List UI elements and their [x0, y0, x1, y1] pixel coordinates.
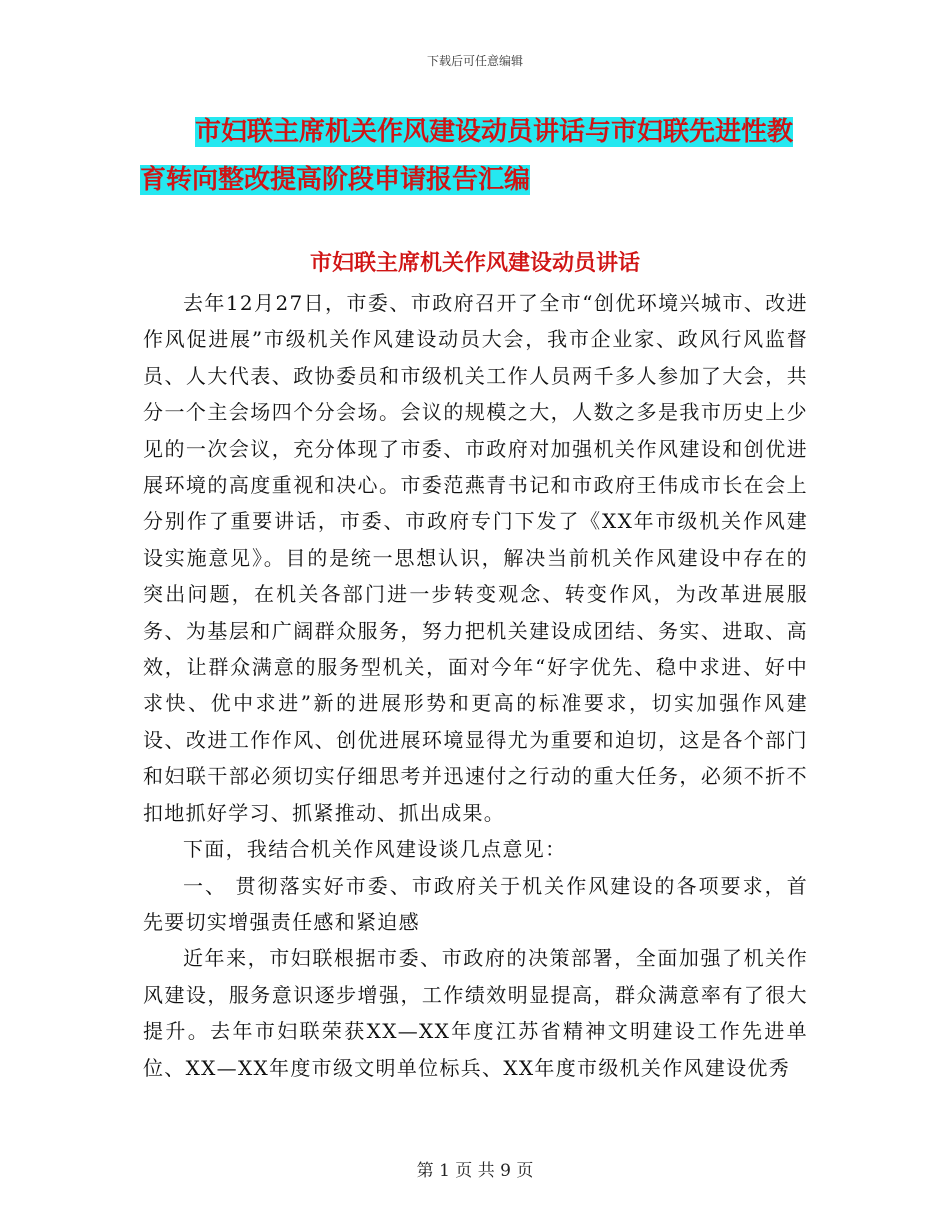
paragraph: 近年来，市妇联根据市委、市政府的决策部署，全面加强了机关作风建设，服务意识逐步增强，工作绩效明显提高，群众满意率有了很大提升。去年市妇联荣获XX—XX年度江苏省精神文明建设工作先进单位、XX—XX年度市级文明单位标兵、XX年度市级机关作风建设优秀 [143, 946, 808, 1080]
title-highlight-2: 育转向整改提高阶段申请报告汇编 [140, 165, 531, 195]
body-text [143, 285, 808, 1086]
paragraph: 去年12月27日，市委、市政府召开了全市“创优环境兴城市、改进作风促进展”市级机关作风建设动员大会，我市企业家、政风行风监督员、人大代表、政协委员和市级机关工作人员两千多人参加了大会，共分一个主会场四个分会场。会议的规模之大，人数之多是我市历史上少见的一次会议，充分体现了市委、市政府对加强机关作风建设和创优进展环境的高度重视和决心。市委范燕青书记和市政府王伟成市长在会上分别作了重要讲话，市委、市政府专门下发了《XX年市级机关作风建设实施意见》。目的是统一思想认识，解决当前机关作风建设中存在的突出问题，在机关各部门进一步转变观念、转变作风，为改革进展服务、为基层和广阔群众服务，努力把机关建设成团结、务实、进取、高效，让群众满意的服务型机关，面对今年“好字优先、稳中求进、好中求快、优中求进”新的进展形势和更高的标准要求，切实加强作风建设、改进工作作风、创优进展环境显得尤为重要和迫切，这是各个部门和妇联干部必须切实仔细思考并迅速付之行动的重大任务，必须不折不扣地抓好学习、抓紧推动、抓出成果。 [143, 291, 808, 825]
paragraph: 一、 贯彻落实好市委、市政府关于机关作风建设的各项要求，首先要切实增强责任感和紧迫感 [143, 873, 808, 934]
paragraph: 下面，我结合机关作风建设谈几点意见： [183, 837, 567, 862]
document-title [140, 108, 840, 204]
section-title: 市妇联主席机关作风建设动员讲话 [309, 251, 640, 276]
document-title-line-1 [140, 108, 840, 156]
page-footer-number: 第 1 页 共 9 页 [416, 1161, 534, 1181]
page-header-note: 下载后可任意编辑 [426, 54, 523, 68]
document-title-line-2 [140, 156, 840, 204]
title-highlight-1: 市妇联主席机关作风建设动员讲话与市妇联先进性教 [195, 117, 794, 147]
